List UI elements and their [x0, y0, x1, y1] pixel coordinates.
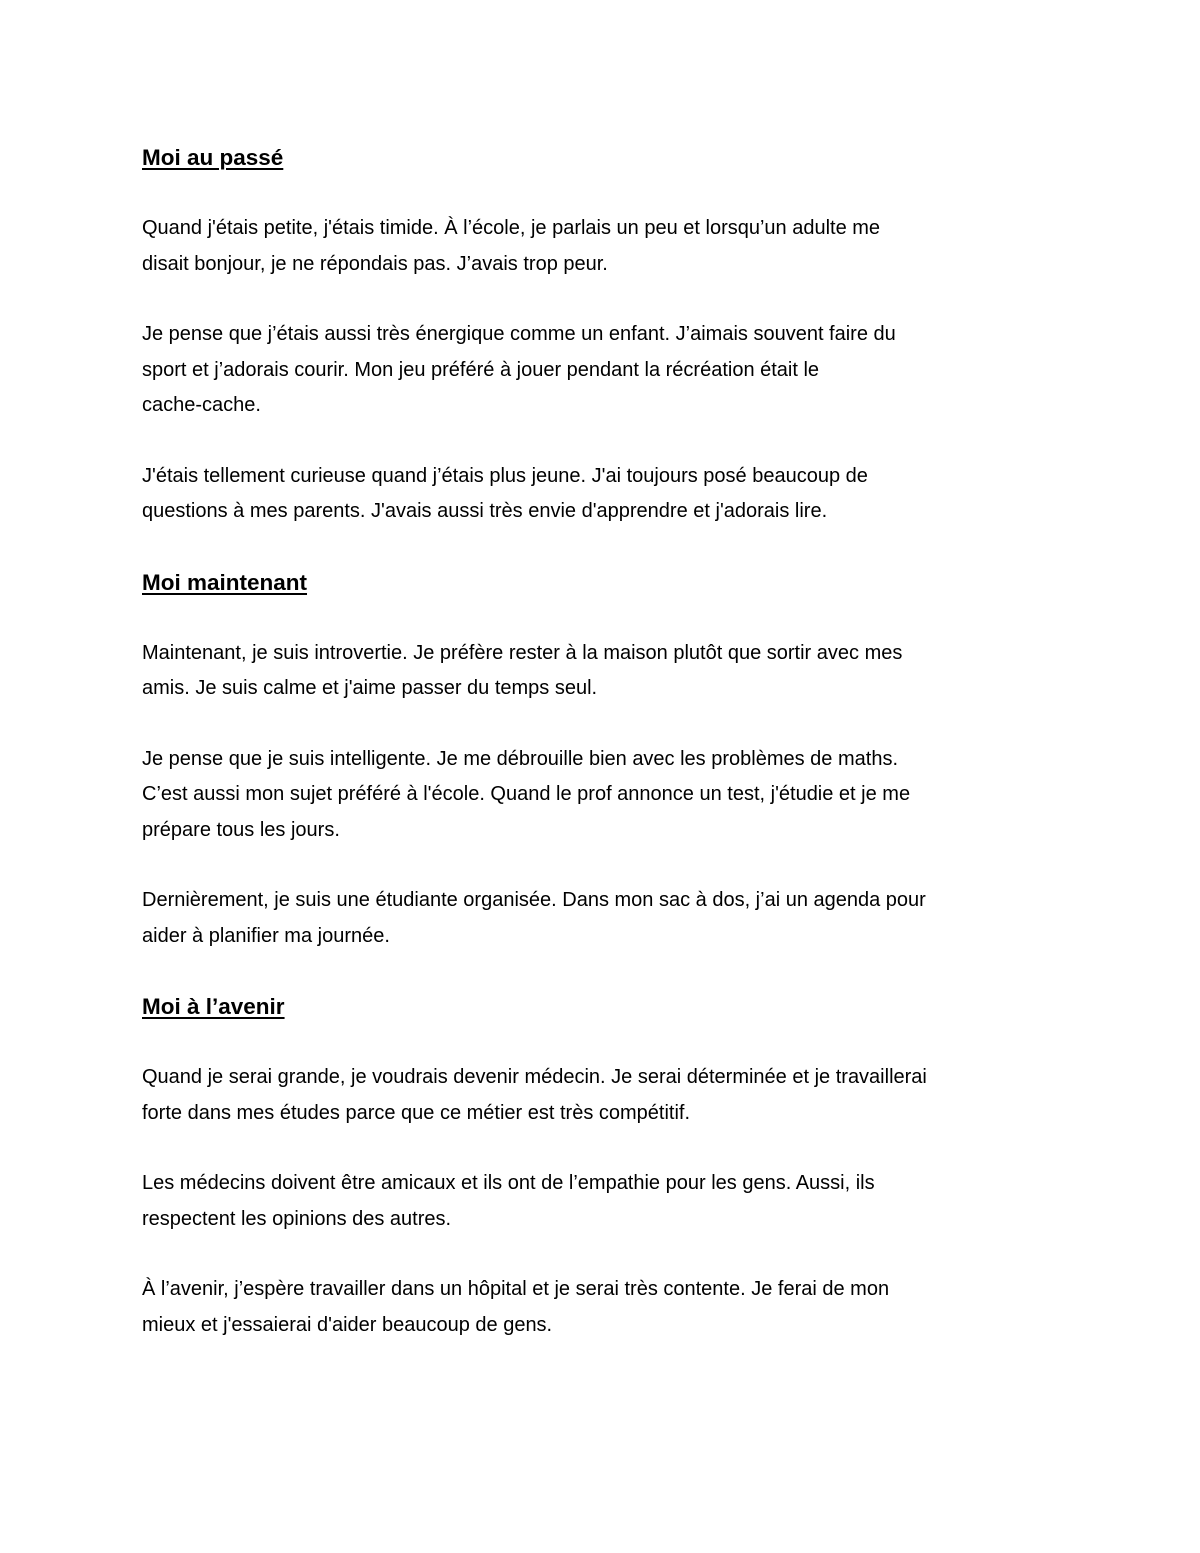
- paragraph: [142, 1272, 1072, 1343]
- paragraph: [142, 636, 1072, 707]
- text-line: respectent les opinions des autres.: [142, 1207, 452, 1230]
- paragraph: [142, 1060, 1072, 1131]
- text-line: prépare tous les jours.: [142, 818, 340, 841]
- section-heading: Moi à l’avenir: [142, 994, 285, 1019]
- paragraph: [142, 317, 1072, 424]
- paragraph: [142, 459, 1072, 530]
- section-heading: Moi maintenant: [142, 569, 308, 595]
- text-line: Maintenant, je suis introvertie. Je préfère rester à la maison plutôt que sortir avec mes: [142, 641, 903, 664]
- section-now: [142, 565, 1072, 955]
- text-line: sport et j’adorais courir. Mon jeu préféré à jouer pendant la récréation était le: [142, 358, 820, 381]
- section-heading: Moi au passé: [142, 145, 284, 170]
- text-line: Dernièrement, je suis une étudiante organisée. Dans mon sac à dos, j’ai un agenda pour: [142, 889, 926, 911]
- section-future: [142, 989, 1072, 1343]
- section-past: [142, 140, 1072, 530]
- paragraph: [142, 883, 1072, 954]
- text-line: cache-cache.: [142, 394, 261, 416]
- text-line: Quand je serai grande, je voudrais devenir médecin. Je serai déterminée et je travaillerai: [142, 1066, 927, 1088]
- text-line: À l’avenir, j’espère travailler dans un hôpital et je serai très contente. Je ferai de mon: [142, 1278, 890, 1300]
- text-line: mieux et j'essaierai d'aider beaucoup de gens.: [142, 1313, 553, 1336]
- text-line: Les médecins doivent être amicaux et ils ont de l’empathie pour les gens. Aussi, ils: [142, 1172, 875, 1194]
- text-line: Quand j'étais petite, j'étais timide. À l’école, je parlais un peu et lorsqu’un adulte me: [142, 217, 881, 239]
- text-line: J'étais tellement curieuse quand j’étais plus jeune. J'ai toujours posé beaucoup de: [142, 464, 868, 487]
- paragraph: [142, 211, 1072, 282]
- text-line: questions à mes parents. J'avais aussi très envie d'apprendre et j'adorais lire.: [142, 500, 828, 522]
- text-line: amis. Je suis calme et j'aime passer du temps seul.: [142, 677, 598, 699]
- text-line: aider à planifier ma journée.: [142, 924, 390, 947]
- text-line: C’est aussi mon sujet préféré à l'école. Quand le prof annonce un test, j'étudie et je me: [142, 783, 911, 805]
- text-line: Je pense que je suis intelligente. Je me débrouille bien avec les problèmes de maths.: [142, 747, 898, 770]
- text-line: forte dans mes études parce que ce métier est très compétitif.: [142, 1101, 691, 1124]
- text-line: disait bonjour, je ne répondais pas. J’avais trop peur.: [142, 252, 608, 275]
- paragraph: [142, 742, 1072, 849]
- paragraph: [142, 1166, 1072, 1237]
- text-line: Je pense que j’étais aussi très énergique comme un enfant. J’aimais souvent faire du: [142, 323, 896, 345]
- document-body: [142, 140, 1072, 1343]
